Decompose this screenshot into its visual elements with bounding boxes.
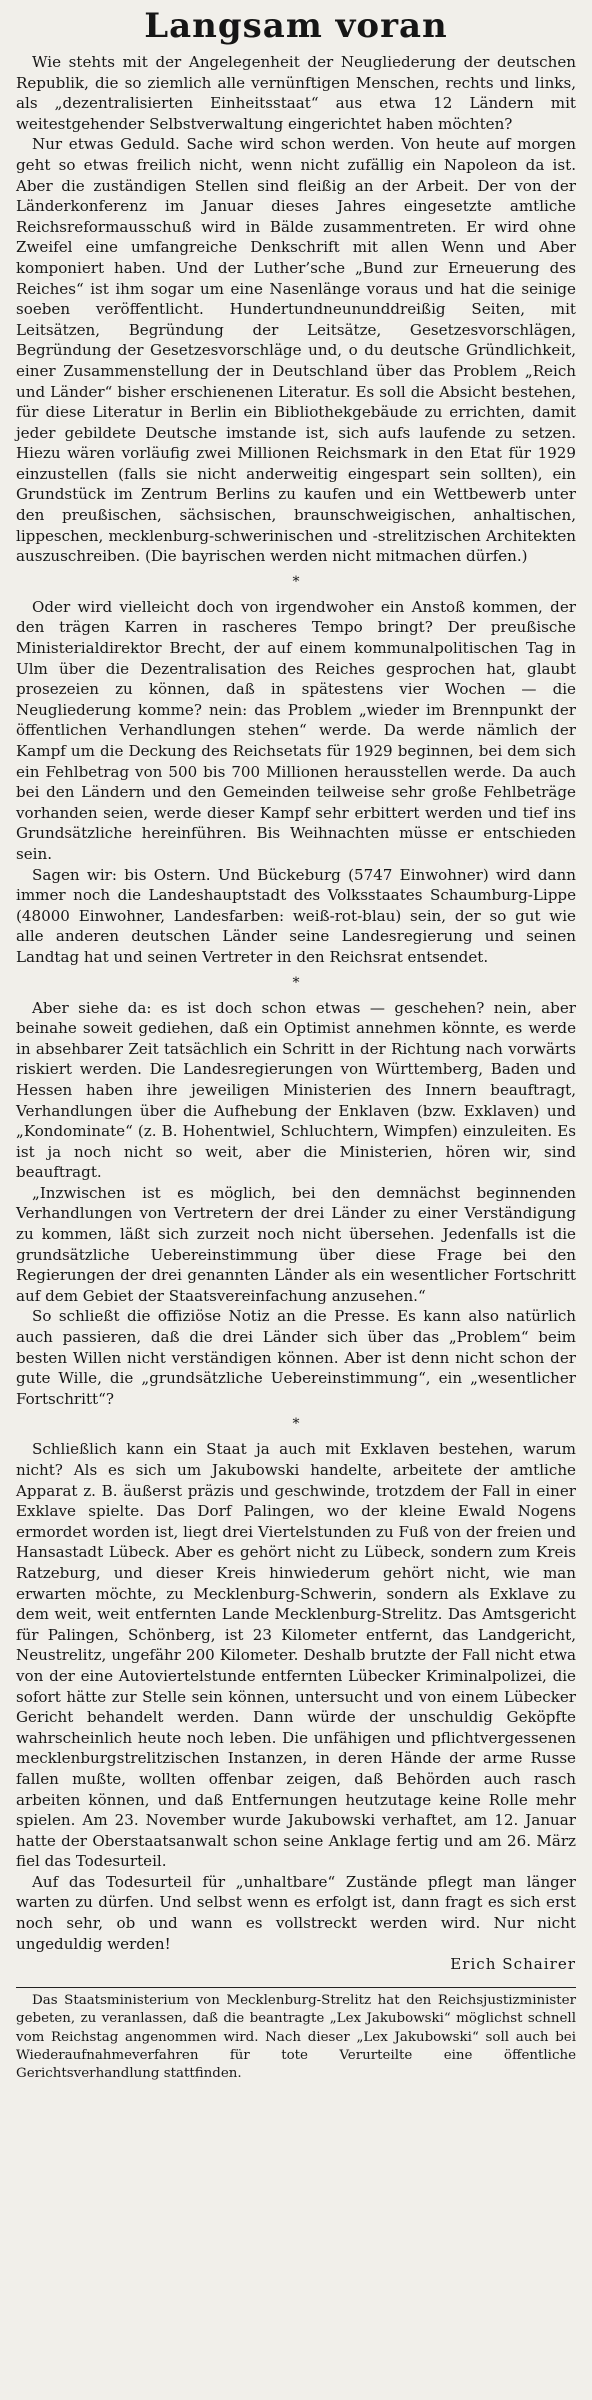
paragraph: Sagen wir: bis Ostern. Und Bückeburg (5747 Einwohner) wird dann immer noch die Landeshauptstadt des Volksstaates Schaumburg-Lippe (48000 Einwohner, Landesfarben: weiß-rot-blau) sein, der so gut wie alle anderen deutschen Länder seine Landesregierung und seinen Landtag hat und seinen Vertreter in den Reichsrat entsendet. (16, 865, 576, 966)
section-3 (16, 998, 576, 1410)
section-4 (16, 1439, 576, 1974)
paragraph: So schließt die offiziöse Notiz an die Presse. Es kann also natürlich auch passieren, daß die drei Länder sich über das „Problem“ beim besten Willen nicht verständigen können. Aber ist denn nicht schon der gute Wille, die „grundsätzliche Uebereinstimmung“, ein „wesentlicher Fortschritt“? (16, 1307, 576, 1408)
footnote: Das Staatsministerium von Mecklenburg-Strelitz hat den Reichsjustizminister gebeten, zu veranlassen, daß die beantragte „Lex Jakubowski“ möglichst schnell vom Reichstag angenommen wird. Nach dieser „Lex Jakubowski“ soll auch bei Wiederaufnahmeverfahren für tote Verurteilte eine öffentliche Gerichtsverhandlung stattfinden. (16, 1992, 576, 2082)
paragraph: Auf das Todesurteil für „unhaltbare“ Zustände pflegt man länger warten zu dürfen. Und selbst wenn es erfolgt ist, dann fragt es sich erst noch sehr, ob und wann es vollstreckt werden wird. Nur nicht ungeduldig werden! (16, 1872, 576, 1953)
paragraph: „Inzwischen ist es möglich, bei den demnächst beginnenden Verhandlungen von Vertretern der drei Länder zu einer Verständigung zu kommen, läßt sich zurzeit noch nicht übersehen. Jedenfalls ist die grundsätzliche Uebereinstimmung über diese Frage bei den Regierungen der drei genannten Länder als ein wesentlicher Fortschritt auf dem Gebiet der Staatsvereinfachung anzusehen.“ (16, 1183, 576, 1305)
section-2 (16, 597, 576, 968)
paragraph: Aber siehe da: es ist doch schon etwas — geschehen? nein, aber beinahe soweit gediehen, daß ein Optimist annehmen könnte, es werde in absehbarer Zeit tatsächlich ein Schritt in der Richtung nach vorwärts riskiert werden. Die Landesregierungen von Württemberg, Baden und Hessen haben ihre jeweiligen Ministerien des Innern beauftragt, Verhandlungen über die Aufhebung der Enklaven (bzw. Exklaven) und „Kondominate“ (z. B. Hohentwiel, Schluchtern, Wimpfen) einzuleiten. Es ist ja noch nicht so weit, aber die Ministerien, hören wir, sind beauftragt. (16, 998, 576, 1182)
footnote-divider (16, 1987, 576, 1988)
section-separator: * (292, 573, 300, 590)
paragraph: Wie stehts mit der Angelegenheit der Neugliederung der deutschen Republik, die so ziemlich alle vernünftigen Menschen, rechts und links, als „dezentralisierten Einheitsstaat“ aus etwa 12 Ländern mit weitestgehender Selbstverwaltung eingerichtet haben möchten? (16, 53, 576, 133)
section-1 (16, 52, 576, 567)
paragraph: Schließlich kann ein Staat ja auch mit Exklaven bestehen, warum nicht? Als es sich um Jakubowski handelte, arbeitete der amtliche Apparat z. B. äußerst präzis und geschwinde, trotzdem der Fall in einer Exklave spielte. Das Dorf Palingen, wo der kleine Ewald Nogens ermordet worden ist, liegt drei Viertelstunden zu Fuß von der freien und Hansastadt Lübeck. Aber es gehört nicht zu Lübeck, sondern zum Kreis Ratzeburg, und dieser Kreis hinwiederum gehört nicht, wie man erwarten möchte, zu Mecklenburg-Schwerin, sondern als Exklave zu dem weit, weit entfernten Lande Mecklenburg-Strelitz. Das Amtsgericht für Palingen, Schönberg, ist 23 Kilometer entfernt, das Landgericht, Neustrelitz, ungefähr 200 Kilometer. Deshalb brutzte der Fall nicht etwa von der eine Autoviertelstunde entfernten Lübecker Kriminalpolizei, die sofort hätte zur Stelle sein können, untersucht und von einem Lübecker Gericht behandelt werden. Dann würde der unschuldig Geköpfte wahrscheinlich heute noch leben. Die unfähigen und pflichtvergessenen mecklenburgstrelitzischen Instanzen, in deren Hände der arme Russe fallen mußte, wollten offenbar zeigen, daß Behörden auch rasch arbeiten können, und daß Entfernungen heutzutage keine Rolle mehr spielen. Am 23. November wurde Jakubowski verhaftet, am 12. Januar hatte der Oberstaatsanwalt schon seine Anklage fertig und am 26. März fiel das Todesurteil. (16, 1440, 576, 1871)
section-separator: * (292, 974, 300, 991)
paragraph: Oder wird vielleicht doch von irgendwoher ein Anstoß kommen, der den trägen Karren in rascheres Tempo bringt? Der preußische Ministerialdirektor Brecht, der auf einem kommunalpolitischen Tag in Ulm über die Dezentralisation des Reiches gesprochen hat, glaubt prosezeien zu können, daß in spätestens vier Wochen — die Neugliederung komme? nein: das Problem „wieder im Brennpunkt der öffentlichen Verhandlungen stehen“ werde. Da werde nämlich der Kampf um die Deckung des Reichsetats für 1929 beginnen, bei dem sich ein Fehlbetrag von 500 bis 700 Millionen herausstellen werde. Da auch bei den Ländern und den Gemeinden teilweise sehr große Fehlbeträge vorhanden seien, werde dieser Kampf sehr erbittert werden und tief ins Grundsätzliche hereinführen. Bis Weihnachten müsse er entschieden sein. (16, 597, 576, 863)
headline: Langsam voran (144, 6, 448, 46)
section-separator: * (292, 1416, 300, 1433)
author-signature: Erich Schairer (450, 1955, 576, 1974)
paragraph: Nur etwas Geduld. Sache wird schon werden. Von heute auf morgen geht so etwas freilich nicht, wenn nicht zufällig ein Napoleon da ist. Aber die zuständigen Stellen sind fleißig an der Arbeit. Der von der Länderkonferenz im Januar dieses Jahres eingesetzte amtliche Reichsreformausschuß wird in Bälde zusammentreten. Er wird ohne Zweifel eine umfangreiche Denkschrift mit allen Wenn und Aber komponiert haben. Und der Luther’sche „Bund zur Erneuerung des Reiches“ ist ihm sogar um eine Nasenlänge voraus und hat die seinige soeben veröffentlicht. Hundertundneununddreißig Seiten, mit Leitsätzen, Begründung der Leitsätze, Gesetzesvorschlägen, Begründung der Gesetzesvorschläge und, o du deutsche Gründlichkeit, einer Zusammenstellung der in Deutschland über das Problem „Reich und Länder“ bisher erschienenen Literatur. Es soll die Absicht bestehen, für diese Literatur in Berlin ein Bibliothekgebäude zu errichten, damit jeder gebildete Deutsche imstande ist, sich aufs laufende zu setzen. Hiezu wären vorläufig zwei Millionen Reichsmark in den Etat für 1929 einzustellen (falls sie nicht anderweitig eingespart sein sollten), ein Grundstück im Zentrum Berlins zu kaufen und ein Wettbewerb unter den preußischen, sächsischen, braunschweigischen, anhaltischen, lippeschen, mecklenburg-schwerinischen und -strelitzischen Architekten auszuschreiben. (Die bayrischen werden nicht mitmachen dürfen.) (16, 135, 576, 566)
